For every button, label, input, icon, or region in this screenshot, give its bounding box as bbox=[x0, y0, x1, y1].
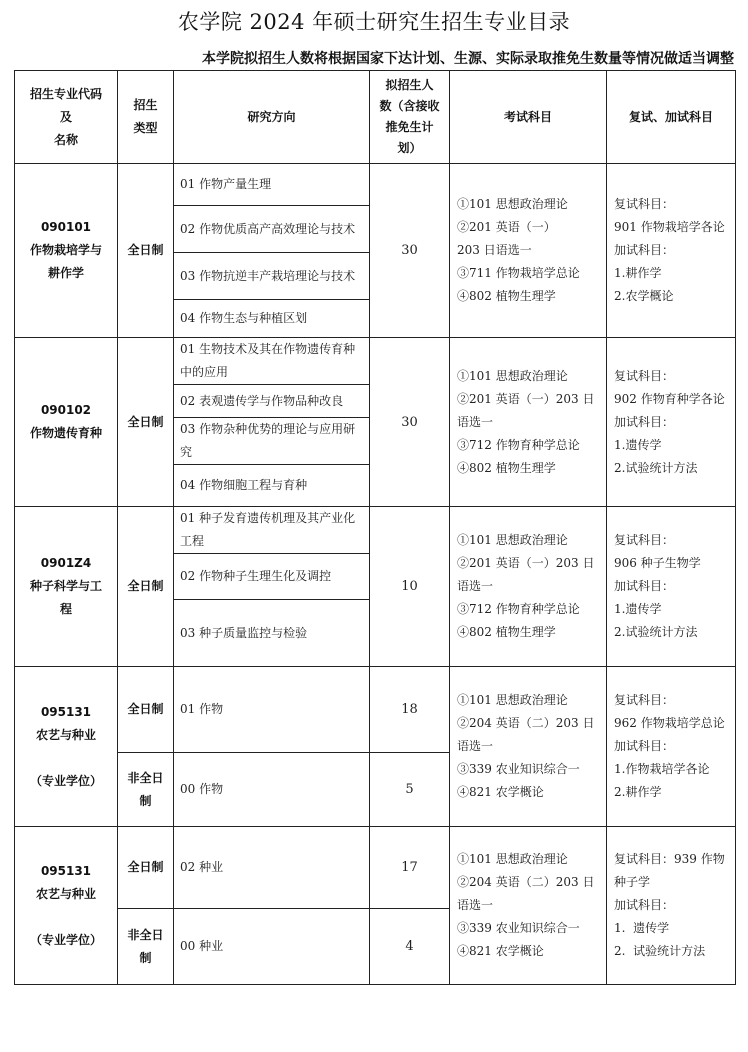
plan-count: 10 bbox=[370, 507, 450, 667]
retest-line: 复试科目： bbox=[614, 197, 675, 211]
research-direction: 04 作物细胞工程与育种 bbox=[174, 465, 370, 507]
exam-subjects bbox=[450, 338, 607, 507]
retest-line: 962 作物栽培学总论 bbox=[614, 716, 725, 730]
exam-line: ①101 思想政治理论 bbox=[457, 852, 568, 866]
header-retest: 复试、加试科目 bbox=[607, 71, 736, 164]
retest-line: 加试科目： bbox=[614, 414, 675, 429]
plan-count: 30 bbox=[370, 338, 450, 507]
exam-subjects bbox=[450, 507, 607, 667]
table-row bbox=[15, 667, 736, 753]
major-code: 090101 bbox=[40, 220, 92, 234]
retest-subjects bbox=[607, 164, 736, 338]
header-code-line: 名称 bbox=[53, 132, 78, 147]
header-plan-line: 拟招生人 bbox=[385, 78, 434, 92]
study-type: 非全日制 bbox=[118, 909, 174, 985]
retest-line: 1.遗传学 bbox=[614, 602, 662, 616]
retest-line: 2.试验统计方法 bbox=[614, 460, 698, 475]
research-direction: 03 作物杂种优势的理论与应用研究 bbox=[174, 418, 370, 465]
exam-subjects bbox=[450, 164, 607, 338]
retest-line: 1.作物栽培学各论 bbox=[614, 762, 710, 776]
page-title: 农学院 2024 年硕士研究生招生专业目录 bbox=[177, 10, 571, 34]
research-direction: 04 作物生态与种植区划 bbox=[174, 300, 370, 338]
major-code: 0901Z4 bbox=[40, 556, 92, 570]
header-type-line: 招生 bbox=[133, 98, 158, 112]
spacer bbox=[15, 747, 117, 770]
retest-line: 1.遗传学 bbox=[614, 437, 662, 452]
exam-line: ③339 农业知识综合一 bbox=[457, 921, 580, 935]
page-subtitle: 本学院拟招生人数将根据国家下达计划、生源、实际录取推免生数量等情况做适当调整 bbox=[202, 51, 734, 67]
study-type: 全日制 bbox=[118, 164, 174, 338]
research-direction: 01 作物产量生理 bbox=[174, 164, 370, 206]
retest-subjects bbox=[607, 827, 736, 985]
exam-subjects bbox=[450, 667, 607, 827]
plan-count: 5 bbox=[370, 753, 450, 827]
major-name: 程 bbox=[59, 602, 72, 616]
exam-line: ①101 思想政治理论 bbox=[457, 533, 568, 547]
retest-line: 复试科目： bbox=[614, 693, 675, 707]
study-type: 全日制 bbox=[118, 667, 174, 753]
major-name: 种子科学与工 bbox=[29, 579, 102, 593]
retest-line: 2. 试验统计方法 bbox=[614, 944, 706, 958]
exam-line: ③712 作物育种学总论 bbox=[457, 437, 580, 452]
table-row bbox=[15, 164, 736, 206]
exam-line: ①101 思想政治理论 bbox=[457, 693, 568, 707]
header-type-line: 类型 bbox=[133, 121, 158, 135]
major-degree-note: （专业学位） bbox=[29, 932, 102, 947]
exam-line: ②201 英语（一）203 日语选一 bbox=[457, 556, 595, 593]
header-direction: 研究方向 bbox=[174, 71, 370, 164]
research-direction: 02 作物优质高产高效理论与技术 bbox=[174, 206, 370, 253]
exam-line: ②204 英语（二）203 日语选一 bbox=[457, 875, 595, 912]
major-name: 农艺与种业 bbox=[35, 727, 96, 742]
exam-line: ③711 作物栽培学总论 bbox=[457, 266, 580, 280]
exam-line: ③339 农业知识综合一 bbox=[457, 762, 580, 776]
retest-line: 2.农学概论 bbox=[614, 289, 674, 303]
exam-line: 203 日语选一 bbox=[457, 243, 532, 257]
retest-line: 1.耕作学 bbox=[614, 266, 662, 280]
retest-line: 906 种子生物学 bbox=[614, 556, 701, 570]
header-plan-line: 数（含接收 bbox=[379, 99, 440, 113]
major-code-cell bbox=[15, 164, 118, 338]
research-direction: 01 种子发育遗传机理及其产业化工程 bbox=[174, 507, 370, 554]
header-row bbox=[15, 71, 736, 164]
exam-line: ④821 农学概论 bbox=[457, 785, 544, 799]
research-direction: 02 种业 bbox=[174, 827, 370, 909]
research-direction: 03 种子质量监控与检验 bbox=[174, 600, 370, 667]
exam-line: ④802 植物生理学 bbox=[457, 289, 556, 303]
plan-count: 18 bbox=[370, 667, 450, 753]
major-code-cell bbox=[15, 667, 118, 827]
major-name: 农艺与种业 bbox=[35, 886, 96, 901]
research-direction: 02 作物种子生理生化及调控 bbox=[174, 554, 370, 600]
major-code: 090102 bbox=[40, 403, 92, 417]
table-row bbox=[15, 338, 736, 385]
retest-line: 复试科目： bbox=[614, 533, 675, 547]
study-type: 全日制 bbox=[118, 827, 174, 909]
major-name: 作物栽培学与 bbox=[29, 243, 102, 257]
major-name: 作物遗传育种 bbox=[29, 426, 102, 440]
table-row bbox=[15, 827, 736, 909]
spacer bbox=[15, 906, 117, 929]
retest-line: 902 作物育种学各论 bbox=[614, 391, 725, 406]
retest-line: 901 作物栽培学各论 bbox=[614, 220, 725, 234]
exam-line: ④802 植物生理学 bbox=[457, 625, 556, 639]
major-code: 095131 bbox=[40, 704, 92, 719]
exam-line: ④802 植物生理学 bbox=[457, 460, 556, 475]
retest-subjects bbox=[607, 507, 736, 667]
research-direction: 01 生物技术及其在作物遗传育种中的应用 bbox=[174, 338, 370, 385]
major-code-cell bbox=[15, 827, 118, 985]
header-plan bbox=[370, 71, 450, 164]
header-plan-line: 划） bbox=[397, 141, 422, 155]
header-type bbox=[118, 71, 174, 164]
exam-line: ④821 农学概论 bbox=[457, 944, 544, 958]
exam-line: ①101 思想政治理论 bbox=[457, 368, 568, 383]
exam-line: ①101 思想政治理论 bbox=[457, 197, 568, 211]
plan-count: 17 bbox=[370, 827, 450, 909]
retest-line: 加试科目： bbox=[614, 739, 675, 753]
exam-line: ②201 英语（一）203 日语选一 bbox=[457, 391, 595, 429]
plan-count: 4 bbox=[370, 909, 450, 985]
retest-subjects bbox=[607, 338, 736, 507]
major-degree-note: （专业学位） bbox=[29, 773, 102, 788]
table-row bbox=[15, 507, 736, 554]
header-code bbox=[15, 71, 118, 164]
major-code-cell bbox=[15, 338, 118, 507]
retest-line: 复试科目： bbox=[614, 368, 675, 383]
catalog-table bbox=[14, 70, 736, 985]
retest-subjects bbox=[607, 667, 736, 827]
retest-line: 2.耕作学 bbox=[614, 785, 662, 799]
research-direction: 00 作物 bbox=[174, 753, 370, 827]
exam-line: ②204 英语（二）203 日语选一 bbox=[457, 716, 595, 753]
study-type: 非全日制 bbox=[118, 753, 174, 827]
retest-line: 加试科目： bbox=[614, 579, 675, 593]
header-code-line: 招生专业代码 bbox=[29, 86, 102, 101]
study-type: 全日制 bbox=[118, 507, 174, 667]
retest-line: 1. 遗传学 bbox=[614, 921, 670, 935]
exam-line: ②201 英语（一） bbox=[457, 220, 556, 234]
research-direction: 01 作物 bbox=[174, 667, 370, 753]
major-name: 耕作学 bbox=[47, 266, 84, 280]
retest-line: 2.试验统计方法 bbox=[614, 625, 698, 639]
exam-line: ③712 作物育种学总论 bbox=[457, 602, 580, 616]
header-exam: 考试科目 bbox=[450, 71, 607, 164]
research-direction: 02 表观遗传学与作物品种改良 bbox=[174, 385, 370, 418]
research-direction: 00 种业 bbox=[174, 909, 370, 985]
retest-line: 加试科目： bbox=[614, 898, 675, 912]
research-direction: 03 作物抗逆丰产栽培理论与技术 bbox=[174, 253, 370, 300]
retest-line: 加试科目： bbox=[614, 243, 675, 257]
header-plan-line: 推免生计 bbox=[385, 120, 434, 134]
exam-subjects bbox=[450, 827, 607, 985]
retest-line: 复试科目：939 作物种子学 bbox=[614, 852, 725, 889]
study-type: 全日制 bbox=[118, 338, 174, 507]
header-code-line: 及 bbox=[59, 109, 72, 124]
plan-count: 30 bbox=[370, 164, 450, 338]
major-code-cell bbox=[15, 507, 118, 667]
major-code: 095131 bbox=[40, 863, 92, 878]
